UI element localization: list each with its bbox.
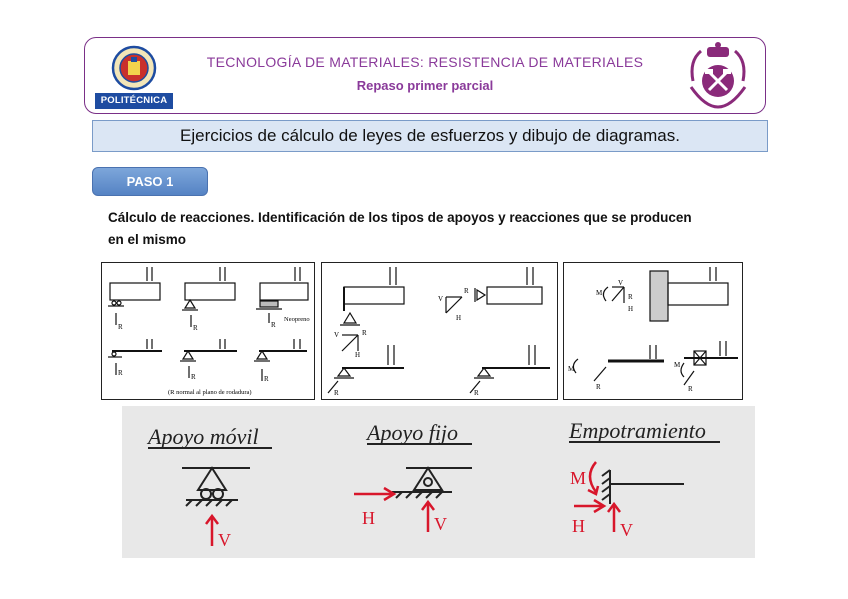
step-1-button[interactable]: PASO 1 bbox=[92, 167, 208, 196]
moment-label: M bbox=[596, 289, 603, 297]
mining-school-crest-icon bbox=[685, 41, 751, 111]
force-label-v: V bbox=[334, 331, 340, 339]
course-subtitle: Repaso primer parcial bbox=[356, 78, 494, 93]
neopreno-label: Neopreno bbox=[284, 316, 310, 323]
label-h: H bbox=[362, 508, 375, 528]
reaction-label: R bbox=[118, 369, 123, 377]
force-label-r: R bbox=[464, 287, 469, 295]
step-description: Cálculo de reacciones. Identificación de los tipos de apoyos y reacciones que se producen en el mismo bbox=[108, 210, 692, 247]
force-label-r: R bbox=[334, 389, 339, 397]
fixed-supports-diagram bbox=[564, 263, 741, 398]
header-banner bbox=[84, 37, 766, 114]
label-v: V bbox=[218, 530, 231, 550]
section-title: Ejercicios de cálculo de leyes de esfuerzos y dibujo de diagramas. bbox=[92, 120, 768, 152]
force-label-h: H bbox=[456, 314, 462, 322]
force-label-h: H bbox=[355, 351, 361, 359]
upm-logo-text: POLITÉCNICA bbox=[95, 93, 173, 109]
label-h: H bbox=[572, 516, 585, 536]
force-label-v: V bbox=[438, 295, 444, 303]
force-label-r: R bbox=[362, 329, 367, 337]
course-title: TECNOLOGÍA DE MATERIALES: RESISTENCIA DE MATERIALES bbox=[206, 54, 644, 70]
reaction-label: R bbox=[191, 373, 196, 381]
reaction-label: R bbox=[271, 321, 276, 329]
force-label-r: R bbox=[596, 383, 601, 391]
label-v: V bbox=[620, 520, 633, 540]
handwritten-supports-sketch bbox=[122, 406, 755, 558]
force-label-r: R bbox=[474, 389, 479, 397]
reaction-label: R bbox=[264, 375, 269, 383]
empotramiento-title: Empotramiento bbox=[569, 418, 706, 443]
whiteboard-photo bbox=[122, 406, 755, 558]
support-types-figure-3 bbox=[563, 262, 743, 400]
reaction-label: R bbox=[118, 323, 123, 331]
roller-supports-diagram bbox=[102, 263, 313, 398]
force-label-r: R bbox=[628, 293, 633, 301]
figure-caption: (R normal al plano de rodadura) bbox=[168, 389, 252, 396]
support-types-figure-1 bbox=[101, 262, 315, 400]
support-types-figure-2 bbox=[321, 262, 558, 400]
force-label-v: V bbox=[618, 279, 624, 287]
reaction-label: R bbox=[193, 324, 198, 332]
force-label-r: R bbox=[688, 385, 693, 393]
label-m: M bbox=[570, 468, 587, 488]
moment-label: M bbox=[568, 365, 575, 373]
moment-label: M bbox=[674, 361, 681, 369]
apoyo-fijo-title: Apoyo fijo bbox=[367, 420, 459, 445]
label-v: V bbox=[434, 514, 447, 534]
pinned-supports-diagram bbox=[322, 263, 556, 398]
upm-logo bbox=[95, 43, 173, 109]
force-label-h: H bbox=[628, 305, 634, 313]
apoyo-movil-title: Apoyo móvil bbox=[148, 424, 259, 449]
